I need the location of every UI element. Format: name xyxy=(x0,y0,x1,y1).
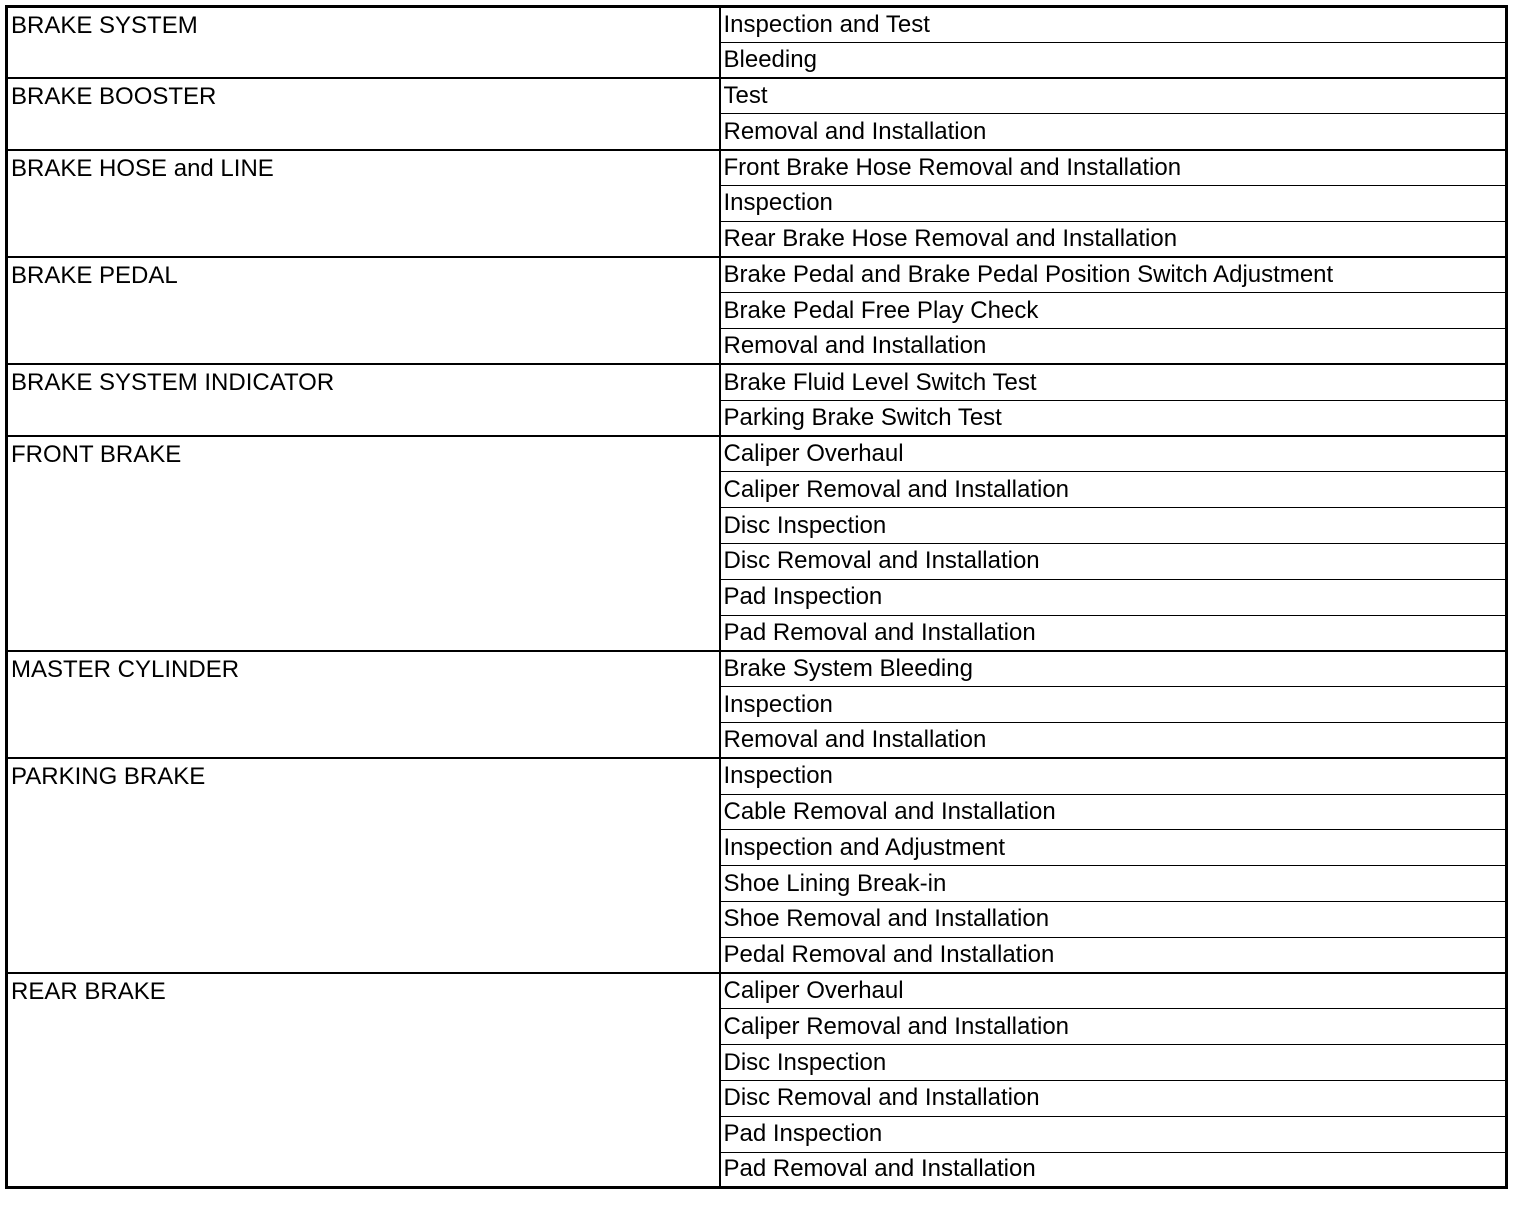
table-row xyxy=(7,78,1507,114)
procedure-link[interactable]: Brake Pedal Free Play Check xyxy=(720,293,1507,329)
procedure-link[interactable]: Pad Inspection xyxy=(720,1116,1507,1152)
procedure-link[interactable]: Inspection and Adjustment xyxy=(720,830,1507,866)
procedure-link[interactable]: Test xyxy=(720,78,1507,114)
table-row xyxy=(7,973,1507,1009)
procedure-index-body xyxy=(7,7,1507,1188)
procedure-link[interactable]: Inspection xyxy=(720,758,1507,794)
procedure-link[interactable]: Brake Pedal and Brake Pedal Position Switch Adjustment xyxy=(720,257,1507,293)
component-name: BRAKE BOOSTER xyxy=(7,78,720,150)
procedure-index-table xyxy=(5,5,1508,1189)
procedure-link[interactable]: Removal and Installation xyxy=(720,114,1507,150)
procedure-link[interactable]: Caliper Removal and Installation xyxy=(720,472,1507,508)
procedure-link[interactable]: Pedal Removal and Installation xyxy=(720,937,1507,973)
procedure-link[interactable]: Front Brake Hose Removal and Installation xyxy=(720,150,1507,186)
procedure-link[interactable]: Removal and Installation xyxy=(720,722,1507,758)
procedure-link[interactable]: Rear Brake Hose Removal and Installation xyxy=(720,221,1507,257)
component-name: MASTER CYLINDER xyxy=(7,651,720,758)
component-name: REAR BRAKE xyxy=(7,973,720,1188)
table-row xyxy=(7,436,1507,472)
component-name: BRAKE SYSTEM xyxy=(7,7,720,79)
procedure-link[interactable]: Inspection xyxy=(720,687,1507,723)
procedure-link[interactable]: Caliper Overhaul xyxy=(720,436,1507,472)
table-row xyxy=(7,651,1507,687)
procedure-link[interactable]: Pad Removal and Installation xyxy=(720,1152,1507,1188)
procedure-link[interactable]: Bleeding xyxy=(720,42,1507,78)
procedure-link[interactable]: Inspection and Test xyxy=(720,7,1507,43)
component-name: PARKING BRAKE xyxy=(7,758,720,973)
component-name: BRAKE SYSTEM INDICATOR xyxy=(7,364,720,436)
table-row xyxy=(7,758,1507,794)
table-row xyxy=(7,150,1507,186)
table-row xyxy=(7,7,1507,43)
procedure-link[interactable]: Brake Fluid Level Switch Test xyxy=(720,364,1507,400)
procedure-link[interactable]: Disc Inspection xyxy=(720,1045,1507,1081)
table-row xyxy=(7,257,1507,293)
procedure-link[interactable]: Pad Removal and Installation xyxy=(720,615,1507,651)
procedure-link[interactable]: Brake System Bleeding xyxy=(720,651,1507,687)
procedure-link[interactable]: Shoe Lining Break-in xyxy=(720,866,1507,902)
procedure-link[interactable]: Pad Inspection xyxy=(720,579,1507,615)
procedure-link[interactable]: Disc Removal and Installation xyxy=(720,1080,1507,1116)
procedure-link[interactable]: Parking Brake Switch Test xyxy=(720,400,1507,436)
procedure-link[interactable]: Disc Removal and Installation xyxy=(720,543,1507,579)
table-row xyxy=(7,364,1507,400)
procedure-link[interactable]: Caliper Removal and Installation xyxy=(720,1009,1507,1045)
procedure-link[interactable]: Disc Inspection xyxy=(720,508,1507,544)
component-name: FRONT BRAKE xyxy=(7,436,720,651)
procedure-link[interactable]: Shoe Removal and Installation xyxy=(720,901,1507,937)
component-name: BRAKE HOSE and LINE xyxy=(7,150,720,257)
component-name: BRAKE PEDAL xyxy=(7,257,720,364)
procedure-link[interactable]: Cable Removal and Installation xyxy=(720,794,1507,830)
procedure-link[interactable]: Removal and Installation xyxy=(720,329,1507,365)
procedure-link[interactable]: Inspection xyxy=(720,185,1507,221)
procedure-link[interactable]: Caliper Overhaul xyxy=(720,973,1507,1009)
